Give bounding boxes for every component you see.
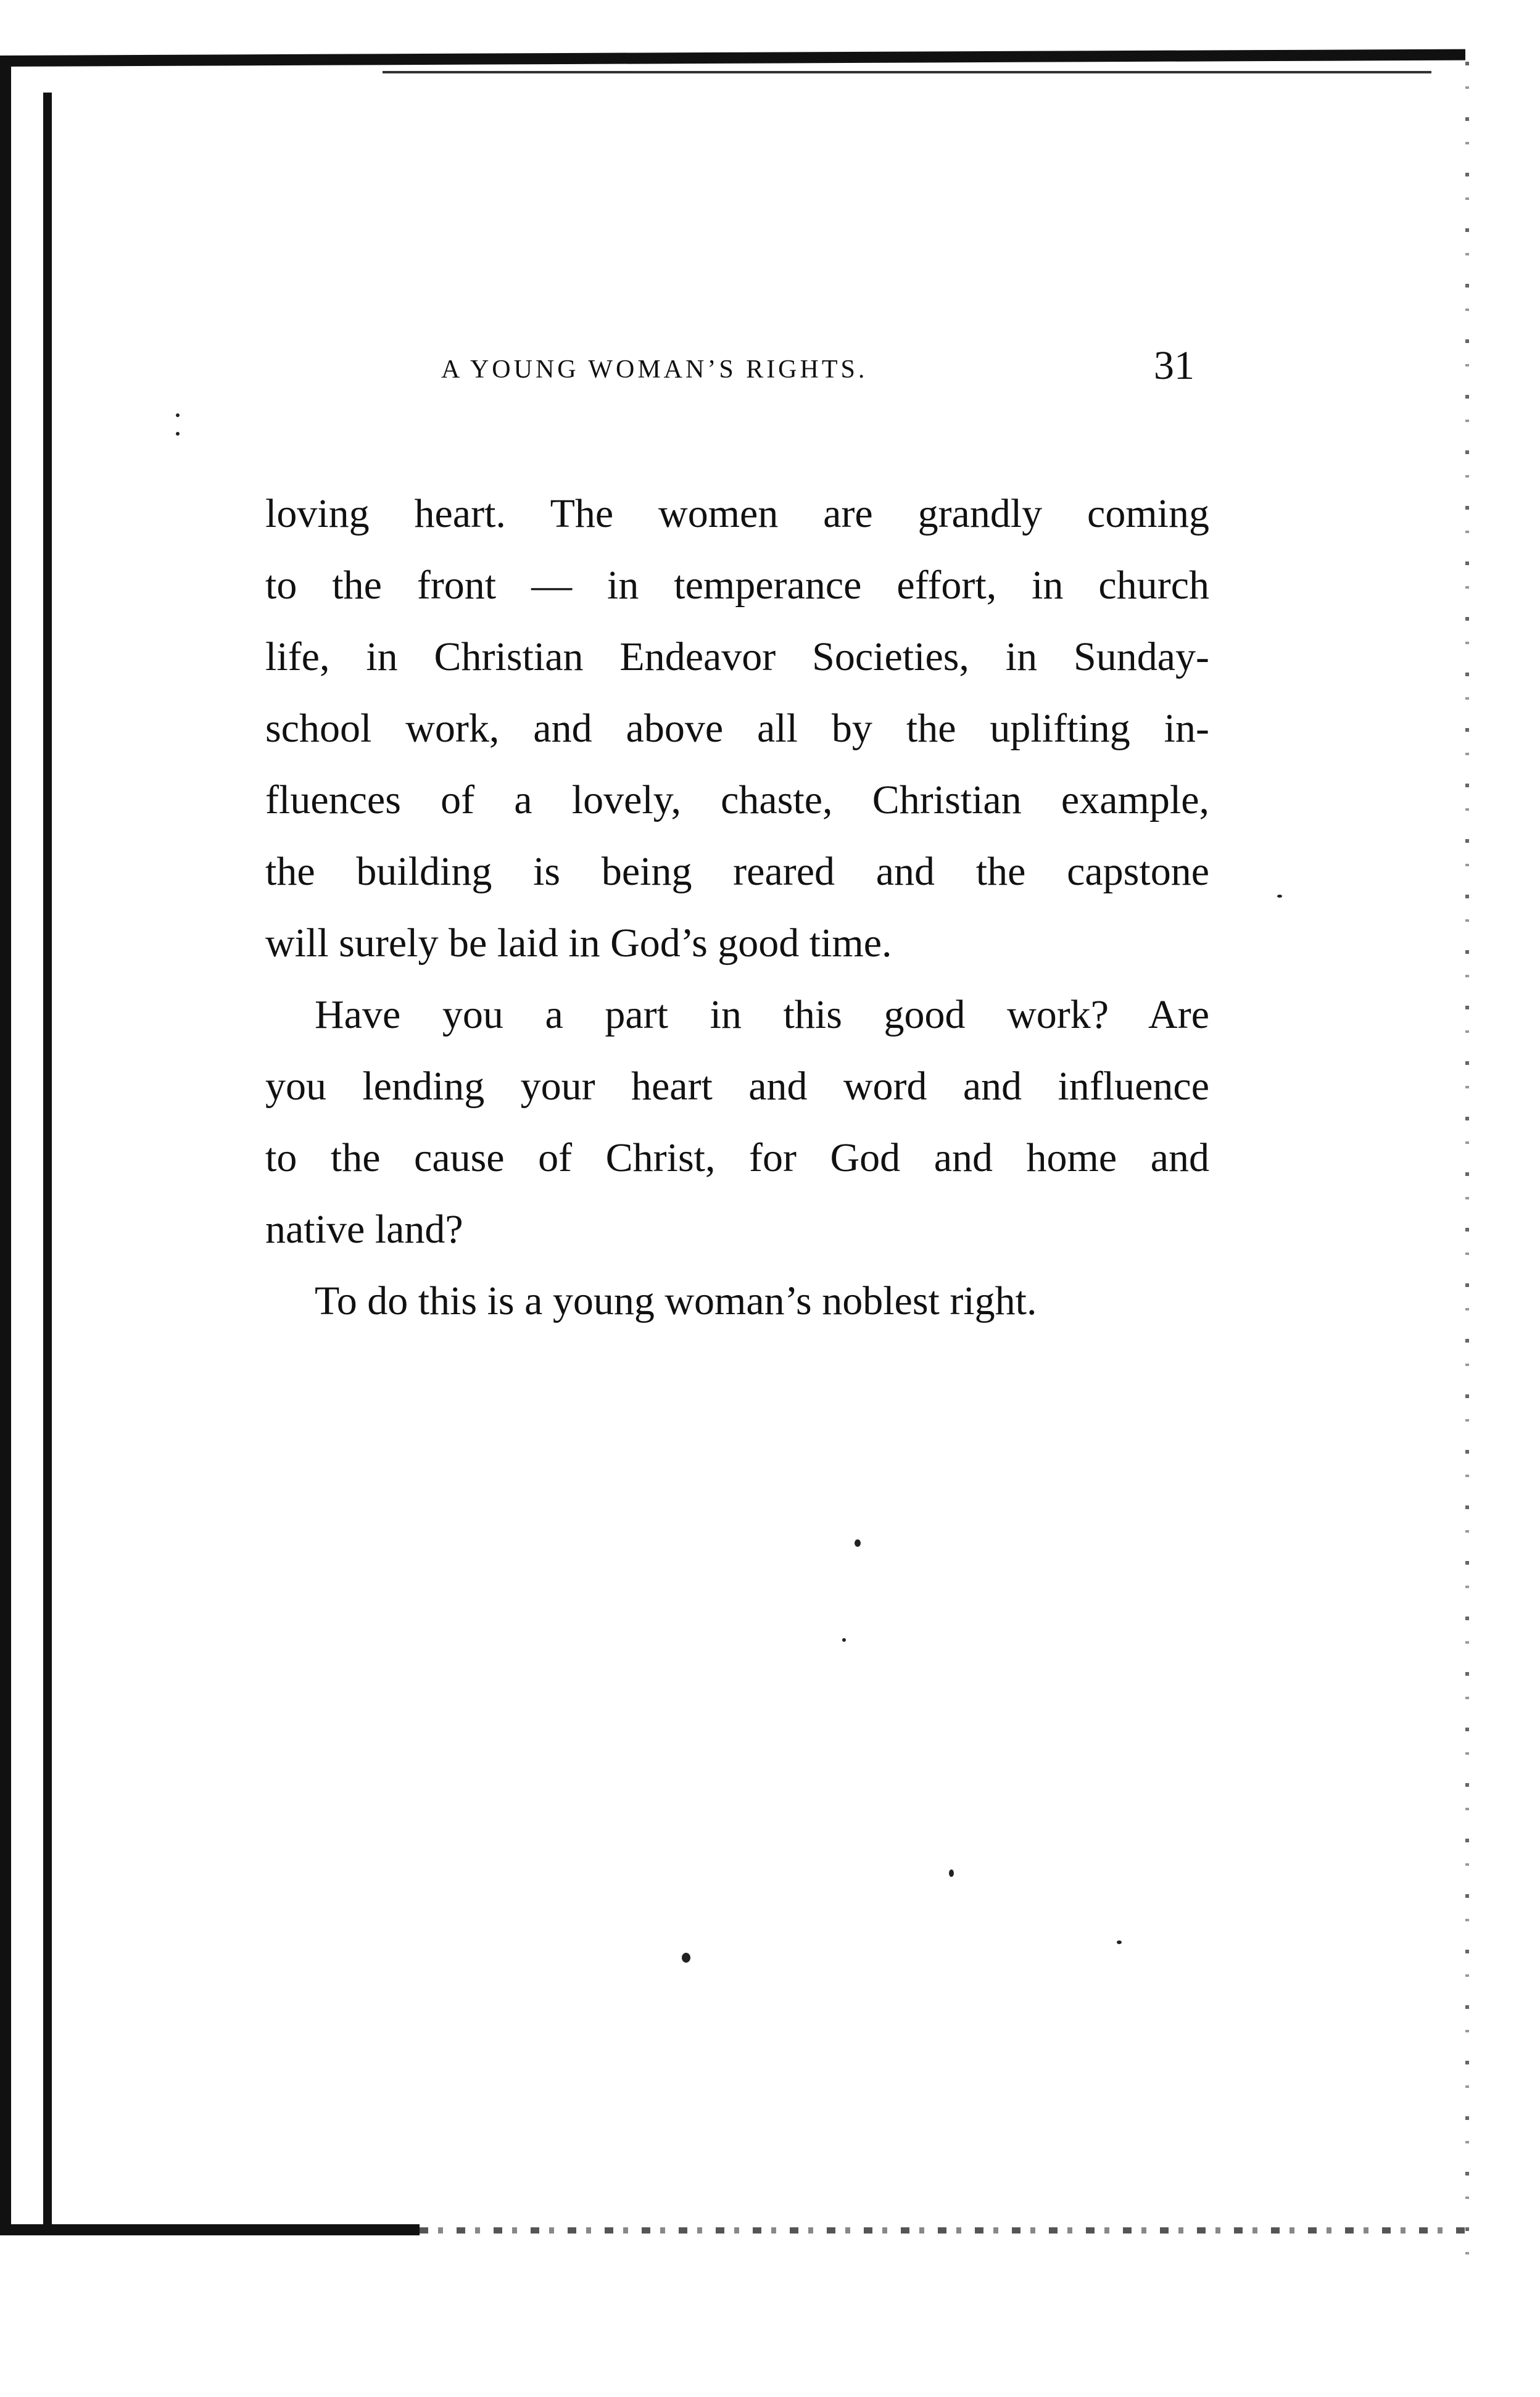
text-line: life, in Christian Endeavor Societies, in Sunday- <box>265 634 1209 679</box>
scan-border-left <box>0 59 11 2230</box>
scan-speck <box>176 432 180 436</box>
scan-speck <box>1117 1940 1122 1944</box>
paragraph-start-line: Have you a part in this good work? Are <box>315 992 1209 1037</box>
body-text <box>265 478 1209 1337</box>
text-line: school work, and above all by the uplifting in- <box>265 706 1209 751</box>
scan-speck <box>855 1539 861 1547</box>
scan-border-bottom-edge <box>420 2227 1468 2233</box>
text-line: will surely be laid in God’s good time. <box>265 921 892 966</box>
text-line: loving heart. The women are grandly coming <box>265 491 1209 536</box>
scan-border-right-edge <box>1465 62 1469 2258</box>
text-line: native land? <box>265 1207 463 1252</box>
scan-speck <box>1277 895 1282 898</box>
scan-speck <box>682 1953 690 1963</box>
text-line: you lending your heart and word and influence <box>265 1064 1209 1109</box>
scan-border-left-inner <box>43 93 52 2227</box>
text-line: to the cause of Christ, for God and home and <box>265 1135 1209 1180</box>
paragraph-start-line: To do this is a young woman’s noblest right. <box>315 1278 1037 1323</box>
text-line: fluences of a lovely, chaste, Christian example, <box>265 777 1209 822</box>
scan-border-top-rule <box>383 71 1431 73</box>
text-line: to the front — in temperance effort, in church <box>265 563 1209 608</box>
scan-border-top <box>0 49 1465 67</box>
scan-speck <box>949 1869 954 1877</box>
page-number: 31 <box>1154 343 1194 388</box>
scan-speck <box>176 413 180 417</box>
text-line: the building is being reared and the capstone <box>265 849 1209 894</box>
scan-border-bottom <box>0 2224 420 2235</box>
running-title: A YOUNG WOMAN’S RIGHTS. <box>441 355 868 384</box>
scan-speck <box>842 1638 846 1642</box>
